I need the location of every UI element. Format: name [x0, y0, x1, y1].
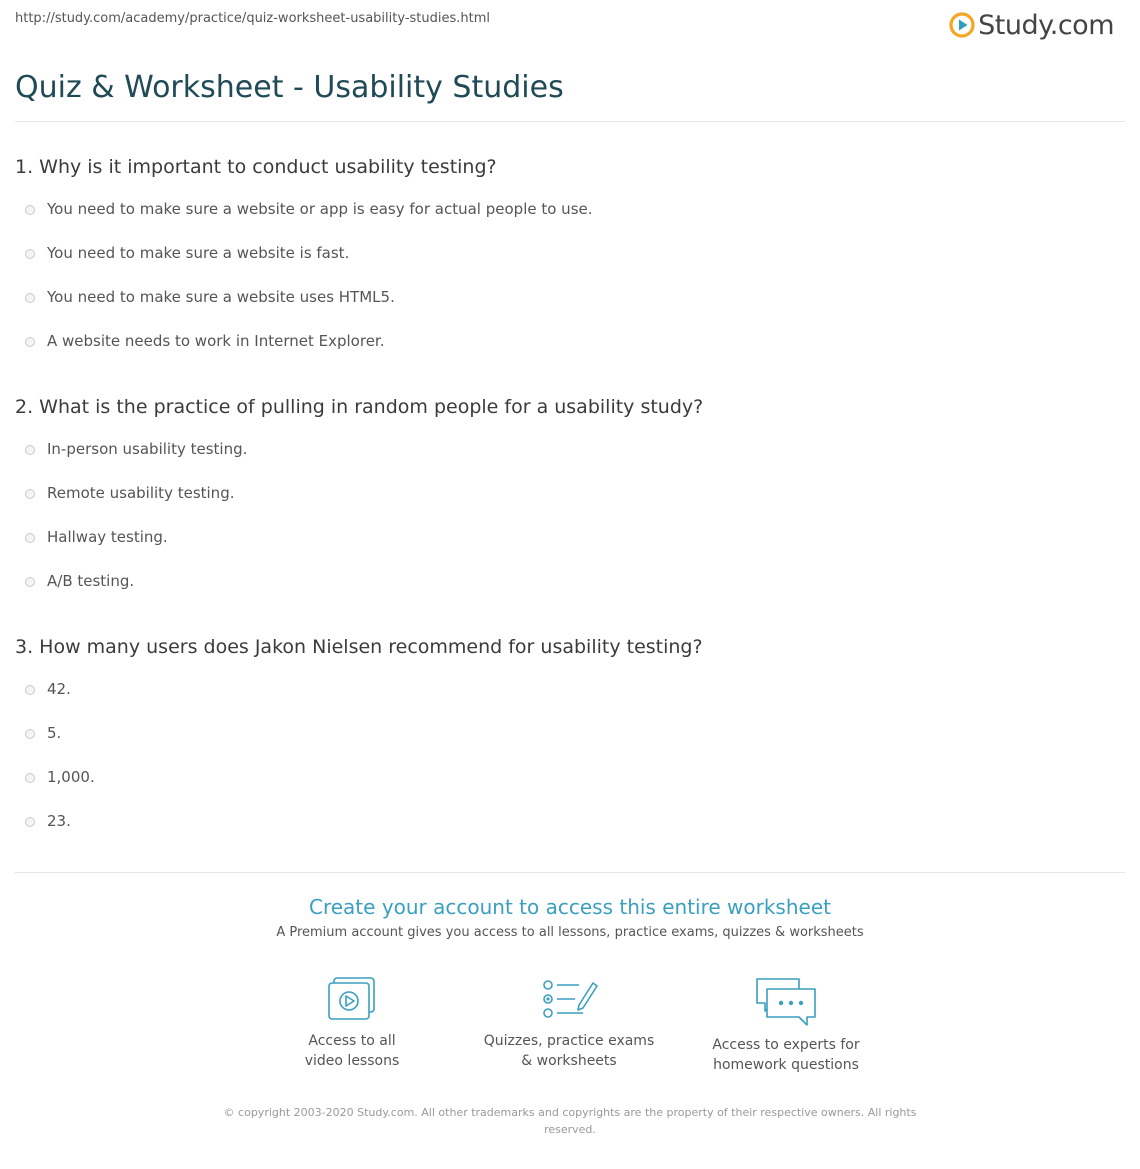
study-logo[interactable] — [949, 8, 1114, 42]
choice-text: In-person usability testing. — [47, 440, 248, 458]
feature-line: & worksheets — [521, 1053, 617, 1069]
cta-divider — [15, 872, 1125, 873]
radio-button[interactable] — [25, 489, 35, 499]
radio-button[interactable] — [25, 337, 35, 347]
radio-button[interactable] — [25, 773, 35, 783]
play-circle-icon — [949, 12, 975, 38]
choice-text: You need to make sure a website uses HTML5. — [47, 288, 395, 306]
choice-text: Remote usability testing. — [47, 484, 235, 502]
logo-text: Study.com — [978, 9, 1114, 41]
feature-label — [686, 1035, 886, 1075]
page-url[interactable]: http://study.com/academy/practice/quiz-worksheet-usability-studies.html — [15, 11, 490, 26]
signup-cta — [0, 895, 1140, 940]
question-text: 1. Why is it important to conduct usability testing? — [15, 156, 497, 178]
title-divider — [15, 121, 1125, 122]
choice-text: 1,000. — [47, 768, 95, 786]
quiz-list-icon — [539, 975, 599, 1023]
copyright-footer: © copyright 2003-2020 Study.com. All other trademarks and copyrights are the property of their respective owners. All rights reserved. — [223, 1106, 917, 1136]
choice-text: A/B testing. — [47, 572, 135, 590]
radio-button[interactable] — [25, 685, 35, 695]
feature-line: Access to experts for — [712, 1037, 860, 1053]
feature-line: video lessons — [304, 1053, 400, 1069]
chat-experts-icon — [753, 975, 819, 1027]
choice-text: Hallway testing. — [47, 528, 168, 546]
feature-line: homework questions — [713, 1057, 859, 1073]
question-1 — [15, 156, 1125, 350]
video-lessons-icon — [325, 975, 379, 1023]
choice-text: You need to make sure a website is fast. — [47, 244, 350, 262]
radio-button[interactable] — [25, 445, 35, 455]
question-2 — [15, 396, 1125, 590]
top-bar — [0, 0, 1140, 60]
radio-button[interactable] — [25, 249, 35, 259]
choice-text: 42. — [47, 680, 71, 698]
choice-text: You need to make sure a website or app is easy for actual people to use. — [47, 200, 593, 218]
choice-text: A website needs to work in Internet Explorer. — [47, 332, 385, 350]
choice-text: 5. — [47, 724, 62, 742]
radio-button[interactable] — [25, 817, 35, 827]
cta-title-link[interactable]: Create your account to access this entire worksheet — [309, 895, 831, 919]
question-text: 3. How many users does Jakon Nielsen recommend for usability testing? — [15, 636, 703, 658]
cta-subtitle: A Premium account gives you access to all lessons, practice exams, quizzes & worksheets — [276, 925, 864, 940]
feature-quizzes — [469, 975, 669, 1071]
question-text: 2. What is the practice of pulling in random people for a usability study? — [15, 396, 704, 418]
radio-button[interactable] — [25, 577, 35, 587]
radio-button[interactable] — [25, 293, 35, 303]
feature-experts — [686, 975, 886, 1075]
feature-label — [252, 1031, 452, 1071]
feature-line: Access to all — [308, 1033, 396, 1049]
radio-button[interactable] — [25, 729, 35, 739]
choice-text: 23. — [47, 812, 71, 830]
feature-label — [469, 1031, 669, 1071]
question-3 — [15, 636, 1125, 830]
page-title: Quiz & Worksheet - Usability Studies — [15, 70, 564, 105]
feature-line: Quizzes, practice exams — [483, 1033, 655, 1049]
radio-button[interactable] — [25, 533, 35, 543]
feature-video-lessons — [252, 975, 452, 1071]
radio-button[interactable] — [25, 205, 35, 215]
